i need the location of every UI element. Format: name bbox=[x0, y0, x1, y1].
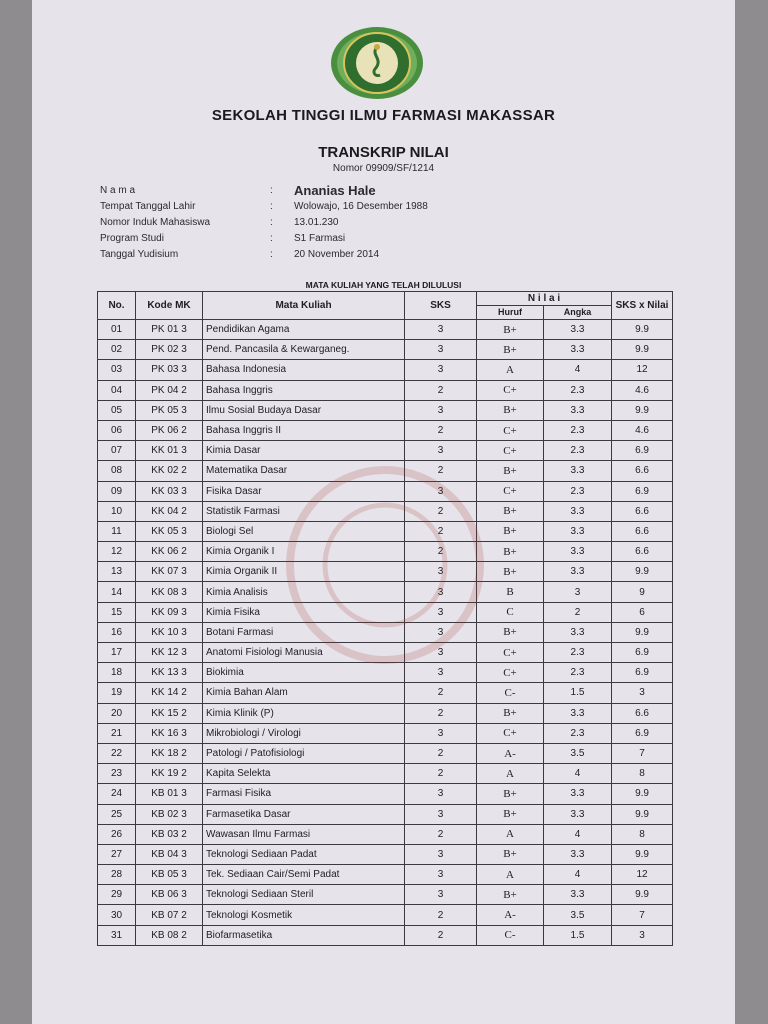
row-mata-kuliah: Wawasan Ilmu Farmasi bbox=[203, 824, 405, 844]
row-huruf: B+ bbox=[477, 844, 544, 864]
row-mata-kuliah: Kimia Klinik (P) bbox=[203, 703, 405, 723]
row-kode-mk: KK 05 3 bbox=[136, 521, 203, 541]
row-huruf: B+ bbox=[477, 542, 544, 562]
row-no: 17 bbox=[98, 643, 136, 663]
row-sks-x-nilai: 6.6 bbox=[612, 542, 673, 562]
row-mata-kuliah: Tek. Sediaan Cair/Semi Padat bbox=[203, 865, 405, 885]
row-angka: 3.3 bbox=[544, 622, 612, 642]
row-no: 07 bbox=[98, 441, 136, 461]
row-no: 03 bbox=[98, 360, 136, 380]
table-row bbox=[98, 542, 673, 562]
row-sks: 2 bbox=[405, 925, 477, 945]
row-huruf: B+ bbox=[477, 501, 544, 521]
row-sks: 3 bbox=[405, 804, 477, 824]
header-kode-mk: Kode MK bbox=[136, 292, 203, 320]
row-mata-kuliah: Pend. Pancasila & Kewarganeg. bbox=[203, 340, 405, 360]
row-no: 05 bbox=[98, 400, 136, 420]
row-huruf: A bbox=[477, 824, 544, 844]
row-kode-mk: KK 10 3 bbox=[136, 622, 203, 642]
row-kode-mk: KB 02 3 bbox=[136, 804, 203, 824]
row-mata-kuliah: Biokimia bbox=[203, 663, 405, 683]
table-row bbox=[98, 441, 673, 461]
row-angka: 1.5 bbox=[544, 683, 612, 703]
row-mata-kuliah: Pendidikan Agama bbox=[203, 320, 405, 340]
document-number: Nomor 09909/SF/1214 bbox=[332, 163, 435, 174]
table-row bbox=[98, 844, 673, 864]
row-sks-x-nilai: 9.9 bbox=[612, 622, 673, 642]
row-no: 12 bbox=[98, 542, 136, 562]
row-huruf: B+ bbox=[477, 784, 544, 804]
row-sks: 3 bbox=[405, 885, 477, 905]
row-mata-kuliah: Anatomi Fisiologi Manusia bbox=[203, 643, 405, 663]
row-kode-mk: KK 02 2 bbox=[136, 461, 203, 481]
row-sks: 2 bbox=[405, 380, 477, 400]
info-label: Nomor Induk Mahasiswa bbox=[100, 217, 211, 228]
row-mata-kuliah: Farmasi Fisika bbox=[203, 784, 405, 804]
row-sks-x-nilai: 12 bbox=[612, 360, 673, 380]
row-huruf: C+ bbox=[477, 643, 544, 663]
table-row bbox=[98, 420, 673, 440]
row-sks-x-nilai: 9.9 bbox=[612, 340, 673, 360]
row-huruf: A bbox=[477, 865, 544, 885]
row-angka: 2.3 bbox=[544, 380, 612, 400]
row-angka: 3.3 bbox=[544, 340, 612, 360]
study-program: S1 Farmasi bbox=[294, 233, 346, 244]
row-angka: 2.3 bbox=[544, 643, 612, 663]
row-sks-x-nilai: 3 bbox=[612, 925, 673, 945]
row-sks: 3 bbox=[405, 622, 477, 642]
table-row bbox=[98, 400, 673, 420]
row-angka: 2.3 bbox=[544, 420, 612, 440]
table-row bbox=[98, 905, 673, 925]
row-huruf: A bbox=[477, 360, 544, 380]
grades-table bbox=[97, 291, 673, 946]
row-sks-x-nilai: 9.9 bbox=[612, 562, 673, 582]
table-row bbox=[98, 703, 673, 723]
row-angka: 1.5 bbox=[544, 925, 612, 945]
row-sks-x-nilai: 9.9 bbox=[612, 400, 673, 420]
row-sks-x-nilai: 8 bbox=[612, 824, 673, 844]
row-no: 15 bbox=[98, 602, 136, 622]
row-no: 27 bbox=[98, 844, 136, 864]
info-label: Tanggal Yudisium bbox=[100, 249, 179, 260]
row-sks-x-nilai: 4.6 bbox=[612, 380, 673, 400]
table-row bbox=[98, 683, 673, 703]
row-kode-mk: KK 18 2 bbox=[136, 743, 203, 763]
info-separator: : bbox=[270, 185, 273, 196]
row-sks: 3 bbox=[405, 340, 477, 360]
table-row bbox=[98, 380, 673, 400]
row-kode-mk: PK 01 3 bbox=[136, 320, 203, 340]
row-no: 30 bbox=[98, 905, 136, 925]
row-huruf: C+ bbox=[477, 663, 544, 683]
row-angka: 2 bbox=[544, 602, 612, 622]
row-sks: 3 bbox=[405, 844, 477, 864]
row-sks-x-nilai: 12 bbox=[612, 865, 673, 885]
row-angka: 3.3 bbox=[544, 461, 612, 481]
row-no: 13 bbox=[98, 562, 136, 582]
row-angka: 4 bbox=[544, 764, 612, 784]
table-row bbox=[98, 340, 673, 360]
table-row bbox=[98, 743, 673, 763]
row-mata-kuliah: Ilmu Sosial Budaya Dasar bbox=[203, 400, 405, 420]
row-no: 25 bbox=[98, 804, 136, 824]
row-kode-mk: KK 09 3 bbox=[136, 602, 203, 622]
row-sks-x-nilai: 7 bbox=[612, 905, 673, 925]
row-kode-mk: KK 04 2 bbox=[136, 501, 203, 521]
row-mata-kuliah: Fisika Dasar bbox=[203, 481, 405, 501]
row-sks-x-nilai: 6.6 bbox=[612, 501, 673, 521]
row-sks-x-nilai: 8 bbox=[612, 764, 673, 784]
row-huruf: C bbox=[477, 602, 544, 622]
table-row bbox=[98, 602, 673, 622]
row-sks: 3 bbox=[405, 481, 477, 501]
row-angka: 3.3 bbox=[544, 784, 612, 804]
info-separator: : bbox=[270, 233, 273, 244]
yudisium-date: 20 November 2014 bbox=[294, 249, 380, 260]
row-sks-x-nilai: 6.6 bbox=[612, 461, 673, 481]
row-huruf: B+ bbox=[477, 804, 544, 824]
row-no: 14 bbox=[98, 582, 136, 602]
row-angka: 3.5 bbox=[544, 905, 612, 925]
row-sks-x-nilai: 9.9 bbox=[612, 844, 673, 864]
row-no: 01 bbox=[98, 320, 136, 340]
info-label: Program Studi bbox=[100, 233, 164, 244]
row-huruf: B+ bbox=[477, 562, 544, 582]
header-angka: Angka bbox=[544, 306, 612, 320]
row-sks: 2 bbox=[405, 420, 477, 440]
row-sks: 2 bbox=[405, 743, 477, 763]
row-mata-kuliah: Teknologi Kosmetik bbox=[203, 905, 405, 925]
row-huruf: A- bbox=[477, 743, 544, 763]
row-mata-kuliah: Farmasetika Dasar bbox=[203, 804, 405, 824]
row-mata-kuliah: Statistik Farmasi bbox=[203, 501, 405, 521]
row-kode-mk: KK 01 3 bbox=[136, 441, 203, 461]
row-no: 29 bbox=[98, 885, 136, 905]
row-sks-x-nilai: 6.9 bbox=[612, 663, 673, 683]
table-row bbox=[98, 824, 673, 844]
row-huruf: B bbox=[477, 582, 544, 602]
table-row bbox=[98, 784, 673, 804]
row-sks: 3 bbox=[405, 602, 477, 622]
row-huruf: B+ bbox=[477, 320, 544, 340]
info-separator: : bbox=[270, 249, 273, 260]
row-no: 09 bbox=[98, 481, 136, 501]
row-kode-mk: KB 06 3 bbox=[136, 885, 203, 905]
row-sks: 2 bbox=[405, 905, 477, 925]
row-sks: 3 bbox=[405, 643, 477, 663]
row-sks: 2 bbox=[405, 461, 477, 481]
row-mata-kuliah: Biologi Sel bbox=[203, 521, 405, 541]
row-sks-x-nilai: 9.9 bbox=[612, 784, 673, 804]
grades-table-body bbox=[98, 320, 673, 946]
row-kode-mk: PK 06 2 bbox=[136, 420, 203, 440]
row-sks: 3 bbox=[405, 723, 477, 743]
row-mata-kuliah: Kimia Analisis bbox=[203, 582, 405, 602]
row-angka: 3.3 bbox=[544, 542, 612, 562]
row-sks: 2 bbox=[405, 542, 477, 562]
header-mata-kuliah: Mata Kuliah bbox=[203, 292, 405, 320]
row-mata-kuliah: Matematika Dasar bbox=[203, 461, 405, 481]
row-angka: 3.3 bbox=[544, 400, 612, 420]
document-title: TRANSKRIP NILAI bbox=[318, 144, 449, 161]
table-row bbox=[98, 521, 673, 541]
row-angka: 3 bbox=[544, 582, 612, 602]
row-sks: 3 bbox=[405, 441, 477, 461]
row-sks-x-nilai: 6.9 bbox=[612, 643, 673, 663]
row-huruf: B+ bbox=[477, 400, 544, 420]
row-no: 19 bbox=[98, 683, 136, 703]
row-kode-mk: KB 01 3 bbox=[136, 784, 203, 804]
row-sks: 3 bbox=[405, 360, 477, 380]
row-mata-kuliah: Teknologi Sediaan Padat bbox=[203, 844, 405, 864]
table-row bbox=[98, 622, 673, 642]
row-sks: 2 bbox=[405, 764, 477, 784]
row-sks: 3 bbox=[405, 400, 477, 420]
row-sks: 3 bbox=[405, 865, 477, 885]
row-angka: 3.3 bbox=[544, 844, 612, 864]
row-mata-kuliah: Kimia Fisika bbox=[203, 602, 405, 622]
row-no: 23 bbox=[98, 764, 136, 784]
table-row bbox=[98, 643, 673, 663]
row-kode-mk: PK 03 3 bbox=[136, 360, 203, 380]
row-angka: 3.3 bbox=[544, 521, 612, 541]
info-separator: : bbox=[270, 201, 273, 212]
institution-name: SEKOLAH TINGGI ILMU FARMASI MAKASSAR bbox=[211, 107, 556, 124]
row-no: 06 bbox=[98, 420, 136, 440]
row-mata-kuliah: Teknologi Sediaan Steril bbox=[203, 885, 405, 905]
row-angka: 3.3 bbox=[544, 804, 612, 824]
row-huruf: B+ bbox=[477, 703, 544, 723]
table-row bbox=[98, 723, 673, 743]
row-mata-kuliah: Bahasa Indonesia bbox=[203, 360, 405, 380]
row-mata-kuliah: Kimia Bahan Alam bbox=[203, 683, 405, 703]
student-id: 13.01.230 bbox=[294, 217, 339, 228]
row-mata-kuliah: Bahasa Inggris II bbox=[203, 420, 405, 440]
row-no: 28 bbox=[98, 865, 136, 885]
row-sks-x-nilai: 6.9 bbox=[612, 441, 673, 461]
row-mata-kuliah: Kimia Organik II bbox=[203, 562, 405, 582]
info-label: N a m a bbox=[100, 185, 136, 196]
row-huruf: B+ bbox=[477, 885, 544, 905]
row-no: 11 bbox=[98, 521, 136, 541]
info-separator: : bbox=[270, 217, 273, 228]
row-angka: 3.3 bbox=[544, 562, 612, 582]
table-row bbox=[98, 764, 673, 784]
row-kode-mk: KB 05 3 bbox=[136, 865, 203, 885]
row-sks: 3 bbox=[405, 562, 477, 582]
row-kode-mk: KB 04 3 bbox=[136, 844, 203, 864]
row-sks-x-nilai: 9.9 bbox=[612, 885, 673, 905]
row-no: 24 bbox=[98, 784, 136, 804]
row-kode-mk: KK 06 2 bbox=[136, 542, 203, 562]
row-kode-mk: PK 05 3 bbox=[136, 400, 203, 420]
row-angka: 2.3 bbox=[544, 441, 612, 461]
info-label: Tempat Tanggal Lahir bbox=[100, 201, 196, 212]
table-row bbox=[98, 461, 673, 481]
table-row bbox=[98, 562, 673, 582]
row-huruf: A- bbox=[477, 905, 544, 925]
table-row bbox=[98, 925, 673, 945]
row-huruf: B+ bbox=[477, 521, 544, 541]
row-kode-mk: KK 03 3 bbox=[136, 481, 203, 501]
row-sks: 2 bbox=[405, 683, 477, 703]
row-angka: 4 bbox=[544, 824, 612, 844]
row-sks: 2 bbox=[405, 824, 477, 844]
row-kode-mk: KB 07 2 bbox=[136, 905, 203, 925]
row-sks: 3 bbox=[405, 784, 477, 804]
student-name: Ananias Hale bbox=[294, 183, 376, 198]
row-sks-x-nilai: 6.9 bbox=[612, 481, 673, 501]
row-huruf: C+ bbox=[477, 441, 544, 461]
row-sks-x-nilai: 4.6 bbox=[612, 420, 673, 440]
table-row bbox=[98, 865, 673, 885]
row-huruf: C- bbox=[477, 925, 544, 945]
row-sks: 2 bbox=[405, 703, 477, 723]
header-huruf: Huruf bbox=[477, 306, 544, 320]
row-sks-x-nilai: 9.9 bbox=[612, 320, 673, 340]
row-angka: 3.5 bbox=[544, 743, 612, 763]
institution-logo bbox=[330, 25, 424, 101]
row-kode-mk: KK 07 3 bbox=[136, 562, 203, 582]
row-sks-x-nilai: 9 bbox=[612, 582, 673, 602]
row-kode-mk: KB 08 2 bbox=[136, 925, 203, 945]
row-mata-kuliah: Patologi / Patofisiologi bbox=[203, 743, 405, 763]
table-row bbox=[98, 804, 673, 824]
table-row bbox=[98, 663, 673, 683]
header-nilai: N i l a i bbox=[477, 292, 612, 306]
row-mata-kuliah: Biofarmasetika bbox=[203, 925, 405, 945]
section-title: MATA KULIAH YANG TELAH DILULUSI bbox=[305, 280, 462, 290]
row-angka: 3.3 bbox=[544, 885, 612, 905]
row-no: 02 bbox=[98, 340, 136, 360]
row-mata-kuliah: Kimia Dasar bbox=[203, 441, 405, 461]
row-kode-mk: KK 12 3 bbox=[136, 643, 203, 663]
row-kode-mk: KK 08 3 bbox=[136, 582, 203, 602]
row-angka: 3.3 bbox=[544, 320, 612, 340]
row-no: 16 bbox=[98, 622, 136, 642]
row-huruf: C+ bbox=[477, 420, 544, 440]
row-mata-kuliah: Mikrobiologi / Virologi bbox=[203, 723, 405, 743]
row-huruf: B+ bbox=[477, 622, 544, 642]
row-angka: 2.3 bbox=[544, 663, 612, 683]
row-sks-x-nilai: 3 bbox=[612, 683, 673, 703]
row-sks: 3 bbox=[405, 582, 477, 602]
row-mata-kuliah: Kimia Organik I bbox=[203, 542, 405, 562]
row-angka: 3.3 bbox=[544, 501, 612, 521]
row-no: 26 bbox=[98, 824, 136, 844]
row-sks-x-nilai: 6.6 bbox=[612, 521, 673, 541]
row-sks: 2 bbox=[405, 501, 477, 521]
row-huruf: A bbox=[477, 764, 544, 784]
row-no: 10 bbox=[98, 501, 136, 521]
row-huruf: C+ bbox=[477, 723, 544, 743]
header-no: No. bbox=[98, 292, 136, 320]
row-sks: 2 bbox=[405, 521, 477, 541]
row-angka: 4 bbox=[544, 865, 612, 885]
row-mata-kuliah: Kapita Selekta bbox=[203, 764, 405, 784]
table-row bbox=[98, 501, 673, 521]
header-sks-x-nilai: SKS x Nilai bbox=[612, 292, 673, 320]
row-no: 04 bbox=[98, 380, 136, 400]
row-kode-mk: PK 02 3 bbox=[136, 340, 203, 360]
row-angka: 3.3 bbox=[544, 703, 612, 723]
row-sks: 3 bbox=[405, 320, 477, 340]
table-row bbox=[98, 885, 673, 905]
row-no: 08 bbox=[98, 461, 136, 481]
row-sks-x-nilai: 7 bbox=[612, 743, 673, 763]
row-sks-x-nilai: 6.6 bbox=[612, 703, 673, 723]
row-kode-mk: PK 04 2 bbox=[136, 380, 203, 400]
row-kode-mk: KK 13 3 bbox=[136, 663, 203, 683]
row-no: 20 bbox=[98, 703, 136, 723]
table-row bbox=[98, 481, 673, 501]
row-huruf: C+ bbox=[477, 481, 544, 501]
header-sks: SKS bbox=[405, 292, 477, 320]
row-no: 18 bbox=[98, 663, 136, 683]
row-mata-kuliah: Botani Farmasi bbox=[203, 622, 405, 642]
row-sks-x-nilai: 9.9 bbox=[612, 804, 673, 824]
row-no: 31 bbox=[98, 925, 136, 945]
row-kode-mk: KK 16 3 bbox=[136, 723, 203, 743]
table-row bbox=[98, 360, 673, 380]
row-no: 22 bbox=[98, 743, 136, 763]
table-row bbox=[98, 320, 673, 340]
row-kode-mk: KK 14 2 bbox=[136, 683, 203, 703]
row-kode-mk: KK 19 2 bbox=[136, 764, 203, 784]
row-huruf: C- bbox=[477, 683, 544, 703]
row-kode-mk: KB 03 2 bbox=[136, 824, 203, 844]
table-row bbox=[98, 582, 673, 602]
row-mata-kuliah: Bahasa Inggris bbox=[203, 380, 405, 400]
row-sks-x-nilai: 6 bbox=[612, 602, 673, 622]
row-angka: 4 bbox=[544, 360, 612, 380]
row-sks: 3 bbox=[405, 663, 477, 683]
row-huruf: B+ bbox=[477, 461, 544, 481]
row-huruf: B+ bbox=[477, 340, 544, 360]
row-no: 21 bbox=[98, 723, 136, 743]
row-angka: 2.3 bbox=[544, 481, 612, 501]
row-sks-x-nilai: 6.9 bbox=[612, 723, 673, 743]
row-kode-mk: KK 15 2 bbox=[136, 703, 203, 723]
birth-place-date: Wolowajo, 16 Desember 1988 bbox=[294, 201, 428, 212]
row-huruf: C+ bbox=[477, 380, 544, 400]
row-angka: 2.3 bbox=[544, 723, 612, 743]
